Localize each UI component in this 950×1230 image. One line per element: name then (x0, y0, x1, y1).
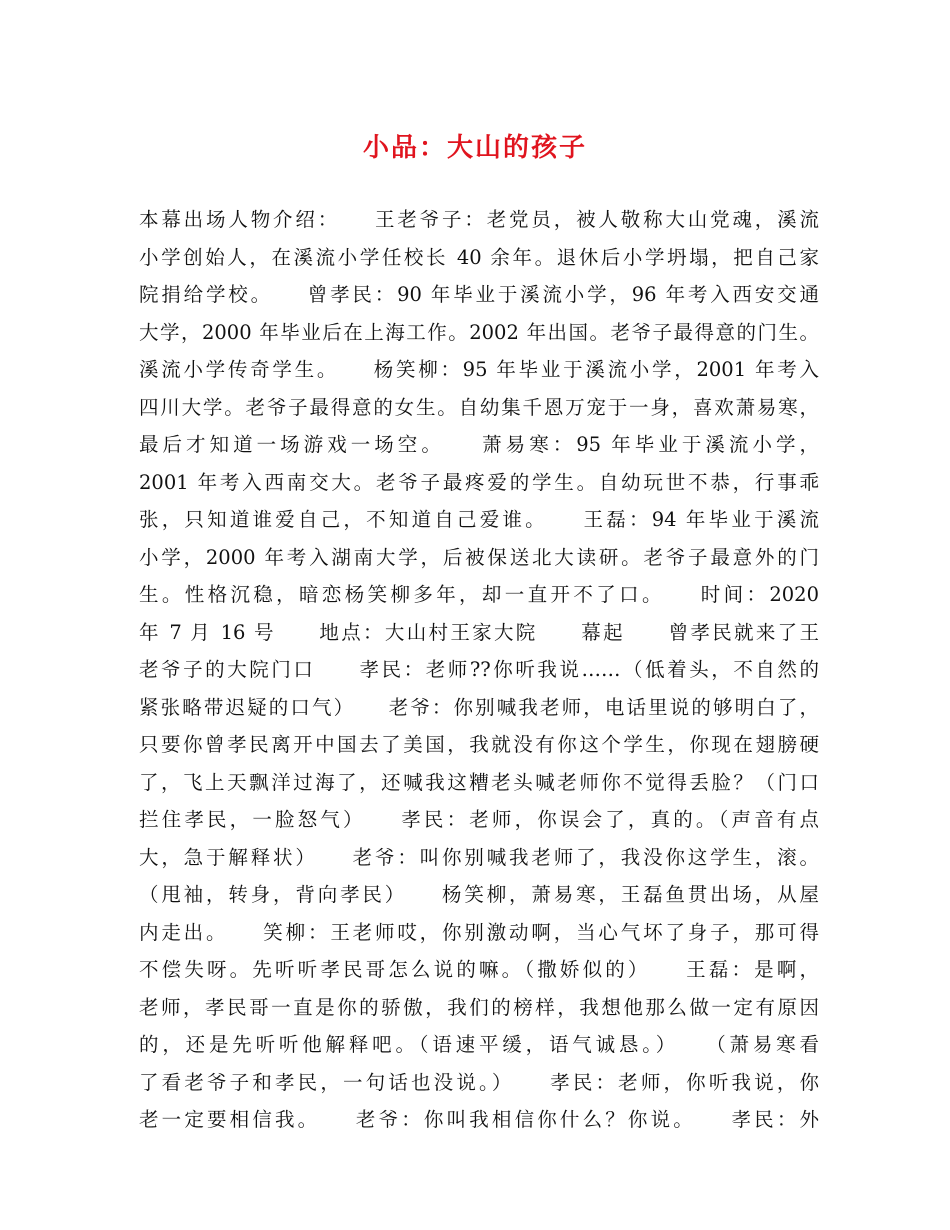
body-line: 本幕出场人物介绍： 王老爷子：老党员，被人敬称大山党魂，溪流 (139, 208, 819, 231)
body-line: 张，只知道谁爱自己，不知道自己爱谁。 王磊：94 年毕业于溪流 (139, 508, 819, 531)
body-line: 紧张略带迟疑的口气） 老爷：你别喊我老师，电话里说的够明白了， (139, 695, 819, 719)
body-line: 不偿失呀。先听听孝民哥怎么说的嘛。（撒娇似的） 王磊：是啊， (139, 958, 819, 981)
body-line: 最后才知道一场游戏一场空。 萧易寒：95 年毕业于溪流小学， (139, 433, 819, 456)
body-line: 四川大学。老爷子最得意的女生。自幼集千恩万宠于一身，喜欢萧易寒， (139, 395, 819, 419)
body-line: （甩袖，转身，背向孝民） 杨笑柳，萧易寒，王磊鱼贯出场，从屋 (139, 883, 819, 906)
body-line: 年 7 月 16 号 地点：大山村王家大院 幕起 曾孝民就来了王 (139, 620, 819, 644)
body-line: 老一定要相信我。 老爷：你叫我相信你什么？你说。 孝民：外 (139, 1108, 819, 1131)
body-line: 大学，2000 年毕业后在上海工作。2002 年出国。老爷子最得意的门生。 (139, 320, 819, 344)
document-body (139, 201, 819, 1139)
document-title: 小品：大山的孩子 (362, 133, 587, 163)
body-line: 老师，孝民哥一直是你的骄傲，我们的榜样，我想他那么做一定有原因 (139, 995, 819, 1019)
body-line: 溪流小学传奇学生。 杨笑柳：95 年毕业于溪流小学，2001 年考入 (139, 358, 819, 381)
body-line: 2001 年考入西南交大。老爷子最疼爱的学生。自幼玩世不恭，行事乖 (139, 470, 819, 494)
body-line: 小学，2000 年考入湖南大学，后被保送北大读研。老爷子最意外的门 (139, 545, 819, 569)
body-line: 只要你曾孝民离开中国去了美国，我就没有你这个学生，你现在翅膀硬 (139, 733, 819, 756)
body-line: 院捐给学校。 曾孝民：90 年毕业于溪流小学，96 年考入西安交通 (139, 283, 819, 306)
body-line: 的，还是先听听他解释吧。（语速平缓，语气诚恳。） （萧易寒看 (139, 1033, 819, 1056)
body-line: 大，急于解释状） 老爷：叫你别喊我老师了，我没你这学生，滚。 (139, 845, 819, 869)
body-line: 了，飞上天飘洋过海了，还喊我这糟老头喊老师你不觉得丢脸？（门口 (139, 770, 819, 794)
body-line: 了看老爷子和孝民，一句话也没说。） 孝民：老师，你听我说，你 (139, 1070, 819, 1094)
body-line: 老爷子的大院门口 孝民：老师??你听我说……（低着头，不自然的 (139, 658, 819, 681)
body-line: 小学创始人，在溪流小学任校长 40 余年。退休后小学坍塌，把自己家 (139, 245, 819, 269)
body-line: 内走出。 笑柳：王老师哎，你别激动啊，当心气坏了身子，那可得 (139, 920, 819, 944)
body-line: 拦住孝民，一脸怒气） 孝民：老师，你误会了，真的。（声音有点 (139, 808, 819, 831)
body-line: 生。性格沉稳，暗恋杨笑柳多年，却一直开不了口。 时间：2020 (139, 583, 819, 606)
